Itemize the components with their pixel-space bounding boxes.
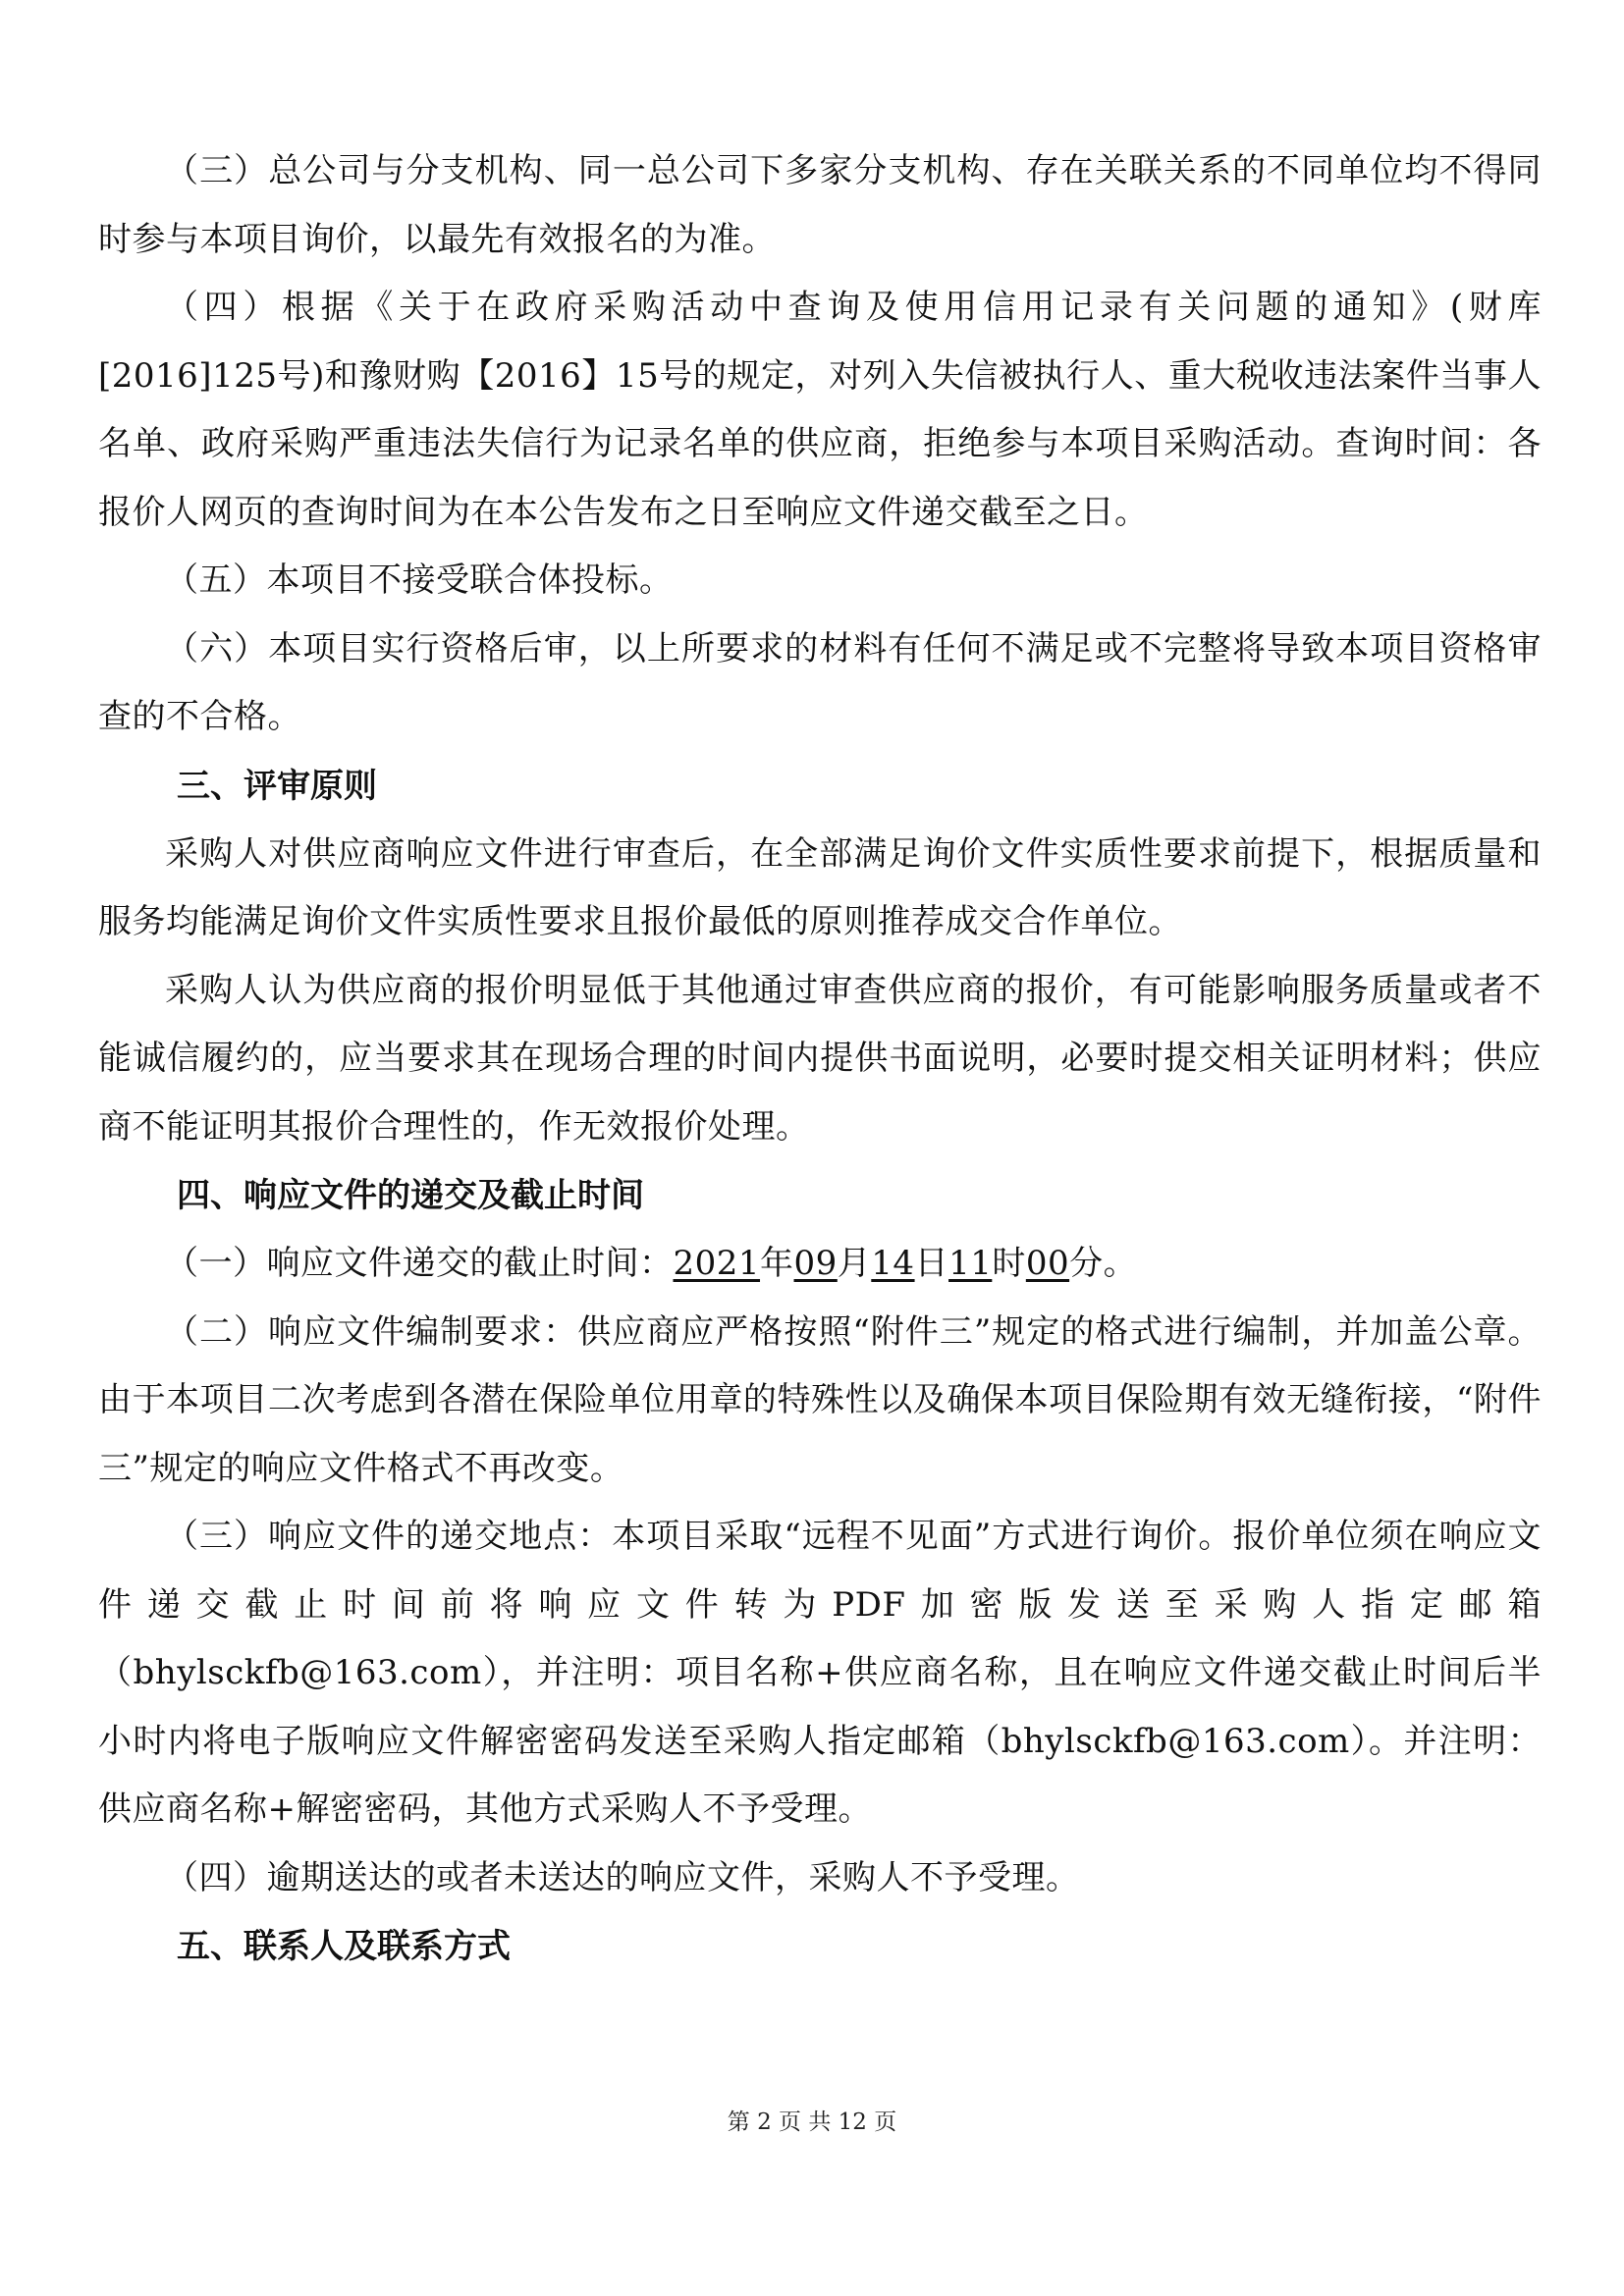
- deadline-prefix: （一）响应文件递交的截止时间：: [165, 1244, 674, 1283]
- page-footer: 第 2 页 共 12 页: [727, 2109, 897, 2135]
- deadline-hour-unit: 时: [992, 1244, 1026, 1283]
- deadline-year: 2021: [673, 1244, 761, 1283]
- review-paragraph-1: 采购人对供应商响应文件进行审查后，在全部满足询价文件实质性要求前提下，根据质量和服务均能满足询价文件实质性要求且报价最低的原则推荐成交合作单位。: [98, 833, 1542, 941]
- section-heading-contacts: 五、联系人及联系方式: [177, 1927, 511, 1966]
- late-submission: （四）逾期送达的或者未送达的响应文件，采购人不予受理。: [165, 1857, 1080, 1897]
- deadline-hour: 11: [948, 1244, 993, 1283]
- deadline-month: 09: [793, 1244, 838, 1283]
- clause-3: （三）总公司与分支机构、同一总公司下多家分支机构、存在关联关系的不同单位均不得同时参与本项目询价，以最先有效报名的为准。: [98, 151, 1542, 259]
- deadline-day-unit: 日: [914, 1244, 949, 1283]
- deadline-minute-unit: 分。: [1069, 1244, 1138, 1283]
- deadline-day: 14: [871, 1244, 915, 1283]
- clause-5: （五）本项目不接受联合体投标。: [165, 561, 674, 600]
- clause-6: （六）本项目实行资格后审，以上所要求的材料有任何不满足或不完整将导致本项目资格审查的不合格。: [98, 628, 1542, 736]
- submission-format: （二）响应文件编制要求：供应商应严格按照“附件三”规定的格式进行编制，并加盖公章。由于本项目二次考虑到各潜在保险单位用章的特殊性以及确保本项目保险期有效无缝衔接，“附件三”规定的响应文件格式不再改变。: [98, 1311, 1542, 1488]
- document-page: [98, 137, 1542, 1981]
- deadline-minute: 00: [1025, 1244, 1070, 1283]
- review-paragraph-2: 采购人认为供应商的报价明显低于其他通过审查供应商的报价，有可能影响服务质量或者不能诚信履约的，应当要求其在现场合理的时间内提供书面说明，必要时提交相关证明材料；供应商不能证明其报价合理性的，作无效报价处理。: [98, 970, 1542, 1147]
- submission-deadline: [98, 1230, 1542, 1299]
- section-heading-submission: 四、响应文件的递交及截止时间: [177, 1176, 644, 1215]
- clause-4: （四）根据《关于在政府采购活动中查询及使用信用记录有关问题的通知》(财库[2016]125号)和豫财购【2016】15号的规定，对列入失信被执行人、重大税收违法案件当事人名单、政府采购严重违法失信行为记录名单的供应商，拒绝参与本项目采购活动。查询时间：各报价人网页的查询时间为在本公告发布之日至响应文件递交截至之日。: [98, 288, 1542, 532]
- deadline-month-unit: 月: [837, 1244, 872, 1283]
- deadline-year-unit: 年: [760, 1244, 794, 1283]
- section-heading-review-principles: 三、评审原则: [177, 766, 377, 806]
- submission-location: （三）响应文件的递交地点：本项目采取“远程不见面”方式进行询价。报价单位须在响应文件递交截止时间前将响应文件转为PDF加密版发送至采购人指定邮箱（bhylsckfb@163.com），并注明：项目名称+供应商名称，且在响应文件递交截止时间后半小时内将电子版响应文件解密密码发送至采购人指定邮箱（bhylsckfb@163.com）。并注明：供应商名称+解密密码，其他方式采购人不予受理。: [98, 1517, 1542, 1829]
